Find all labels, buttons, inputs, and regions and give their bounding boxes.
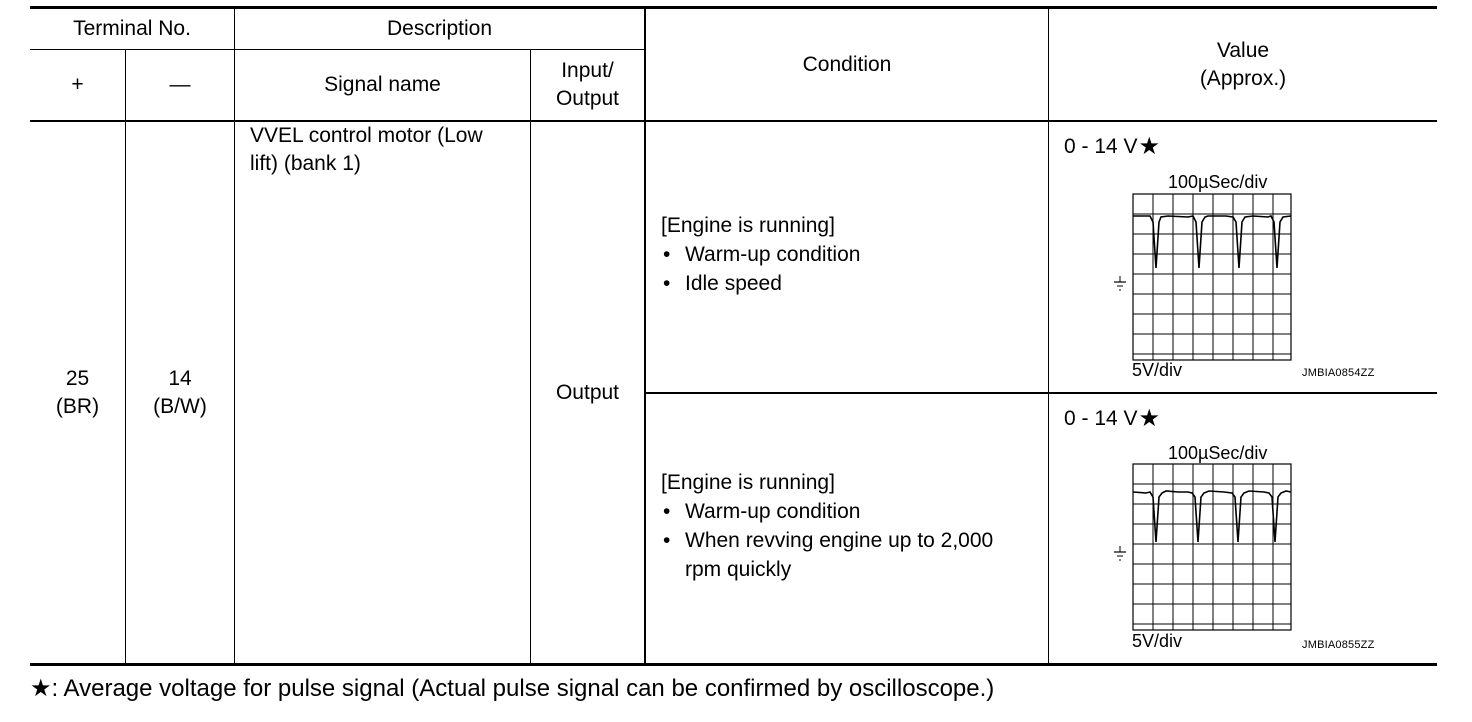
- value-1-voltage: [1064, 134, 1160, 160]
- header-description: [235, 9, 644, 49]
- footnote: [30, 674, 994, 704]
- value-1-volt-div: 5V/div: [1132, 360, 1183, 380]
- minus-terminal-wire-color: (B/W): [153, 394, 207, 418]
- table-bottom-border: [30, 663, 1437, 666]
- oscilloscope-waveform-1: [1106, 192, 1296, 362]
- signal-name-cell: [250, 122, 530, 663]
- condition-1-bullets: [661, 240, 1041, 298]
- header-signal-name: [235, 50, 530, 120]
- condition-1-bullet: • Warm-up condition: [661, 240, 1041, 269]
- oscilloscope-waveform-2: [1106, 462, 1296, 632]
- minus-terminal-cell: [126, 122, 234, 663]
- condition-2-bullet-line2: rpm quickly: [685, 558, 792, 581]
- value-2-volt-div: 5V/div: [1132, 631, 1183, 651]
- condition-1-title: [Engine is running]: [661, 214, 835, 237]
- header-terminal-no-text: Terminal No.: [73, 17, 191, 40]
- header-plus: [30, 50, 125, 120]
- header-value-line1: Value: [1216, 38, 1270, 62]
- header-input-output: [531, 50, 644, 120]
- header-input-output-line2: Output: [555, 87, 620, 110]
- star-icon: ★: [1138, 405, 1161, 432]
- condition-2-title: [Engine is running]: [661, 471, 835, 494]
- condition-2: [661, 468, 1041, 584]
- header-plus-text: +: [71, 73, 84, 96]
- footnote-text: : Average voltage for pulse signal (Actual pulse signal can be confirmed by oscilloscope.): [51, 675, 995, 702]
- header-minus: [126, 50, 234, 120]
- value-2-voltage: [1064, 406, 1160, 432]
- star-icon: ★: [30, 675, 52, 702]
- condition-2-bullet: [661, 526, 1041, 584]
- plus-terminal-wire-color: (BR): [55, 394, 100, 418]
- signal-name-line2: lift) (bank 1): [250, 152, 361, 175]
- header-input-output-line1: Input/: [561, 59, 614, 82]
- condition-1-bullet: • Idle speed: [661, 269, 1041, 298]
- header-condition: [646, 9, 1048, 120]
- io-cell: [531, 122, 644, 663]
- header-terminal-no: [30, 9, 234, 49]
- header-description-text: Description: [386, 17, 493, 40]
- plus-terminal-number: 25: [65, 366, 90, 390]
- value-1-voltage-text: 0 - 14 V: [1064, 135, 1138, 158]
- io-text: Output: [555, 380, 620, 404]
- header-minus-text: —: [169, 73, 191, 96]
- condition-2-bullets: [661, 497, 1041, 584]
- signal-name-line1: VVEL control motor (Low: [250, 124, 483, 147]
- header-value: [1049, 9, 1437, 120]
- star-icon: ★: [1138, 133, 1161, 160]
- value-1-time-div: 100µSec/div: [1168, 172, 1268, 192]
- value-2-image-code: JMBIA0855ZZ: [1302, 639, 1375, 651]
- header-condition-text: Condition: [802, 52, 892, 76]
- minus-terminal-number: 14: [168, 366, 192, 390]
- condition-2-bullet-line1: When revving engine up to 2,000: [685, 529, 994, 552]
- row-divider-conditions: [645, 392, 1437, 394]
- header-signal-name-text: Signal name: [324, 73, 441, 96]
- value-2-time-div: 100µSec/div: [1168, 443, 1268, 463]
- plus-terminal-cell: [30, 122, 125, 663]
- condition-1: [661, 211, 1041, 298]
- value-2-voltage-text: 0 - 14 V: [1064, 407, 1138, 430]
- value-1-image-code: JMBIA0854ZZ: [1302, 367, 1375, 379]
- condition-2-bullet: • Warm-up condition: [661, 497, 1041, 526]
- header-value-line2: (Approx.): [1199, 66, 1287, 90]
- header-bottom-border: [30, 120, 1437, 122]
